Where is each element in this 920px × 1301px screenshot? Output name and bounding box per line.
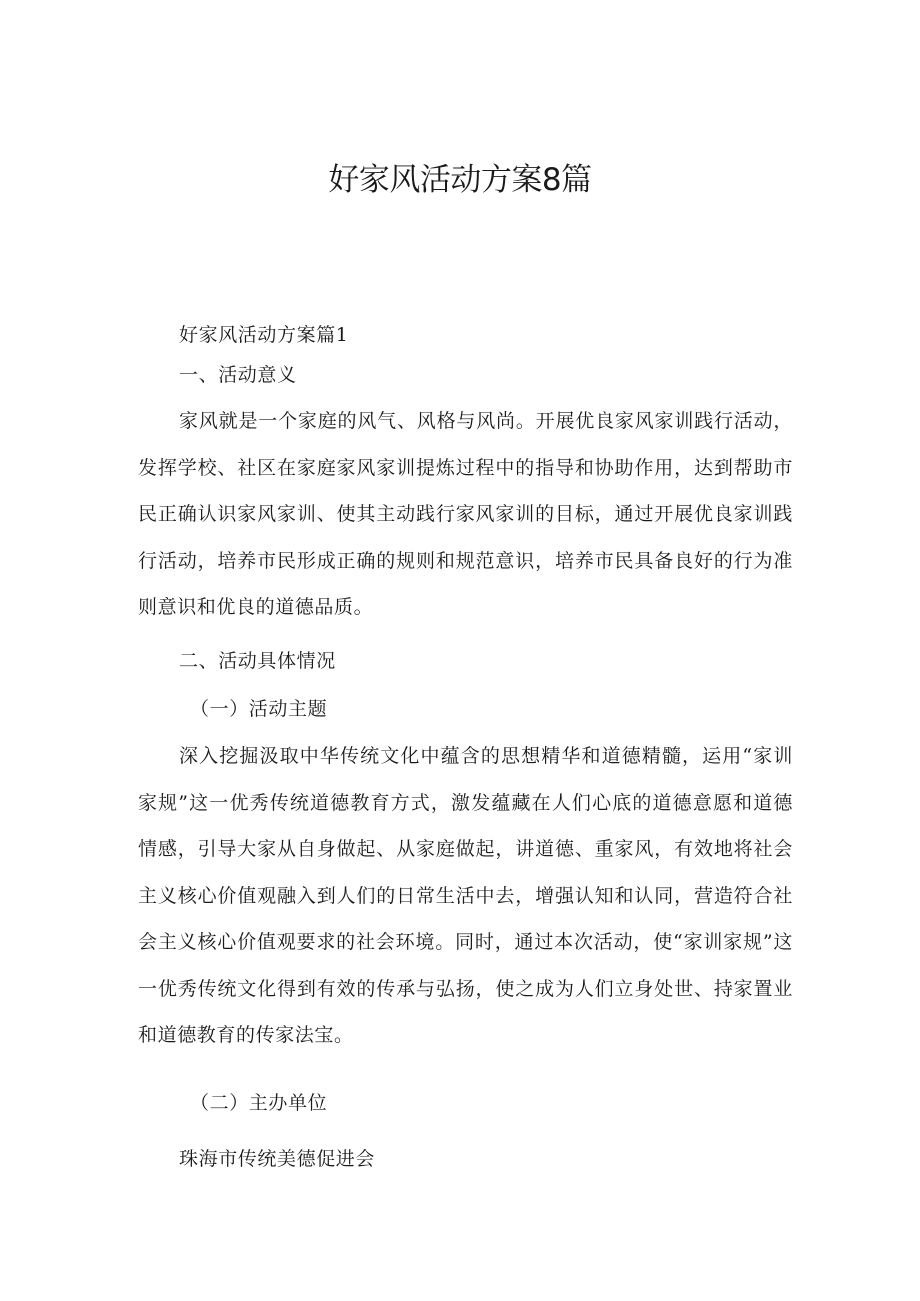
subheading-activity-theme: （一）活动主题 <box>190 698 328 720</box>
heading-activity-details: 二、活动具体情况 <box>179 650 336 672</box>
organizer-name: 珠海市传统美德促进会 <box>179 1148 376 1170</box>
paragraph-significance: 家风就是一个家庭的风气、风格与风尚。开展优良家风家训践行活动，发挥学校、社区在家庭家风家训提炼过程中的指导和协助作用，达到帮助市民正确认识家风家训、使其主动践行家风家训的目标，通过开展优良家训践行活动，培养市民形成正确的规则和规范意识，培养市民具备良好的行为准则意识和优良的道德品质。 <box>138 410 793 618</box>
document-title: 好家风活动方案8篇 <box>328 162 592 198</box>
section-label: 好家风活动方案篇1 <box>179 324 349 346</box>
paragraph-theme: 深入挖掘汲取中华传统文化中蕴含的思想精华和道德精髓，运用“家训家规”这一优秀传统道德教育方式，激发蕴藏在人们心底的道德意愿和道德情感，引导大家从自身做起、从家庭做起，讲道德、重家风，有效地将社会主义核心价值观融入到人们的日常生活中去，增强认知和认同，营造符合社会主义核心价值观要求的社会环境。同时，通过本次活动，使“家训家规”这一优秀传统文化得到有效的传承与弘扬，使之成为人们立身处世、持家置业和道德教育的传家法宝。 <box>138 745 793 1046</box>
subheading-organizer: （二）主办单位 <box>190 1092 328 1114</box>
heading-activity-significance: 一、活动意义 <box>179 364 297 386</box>
